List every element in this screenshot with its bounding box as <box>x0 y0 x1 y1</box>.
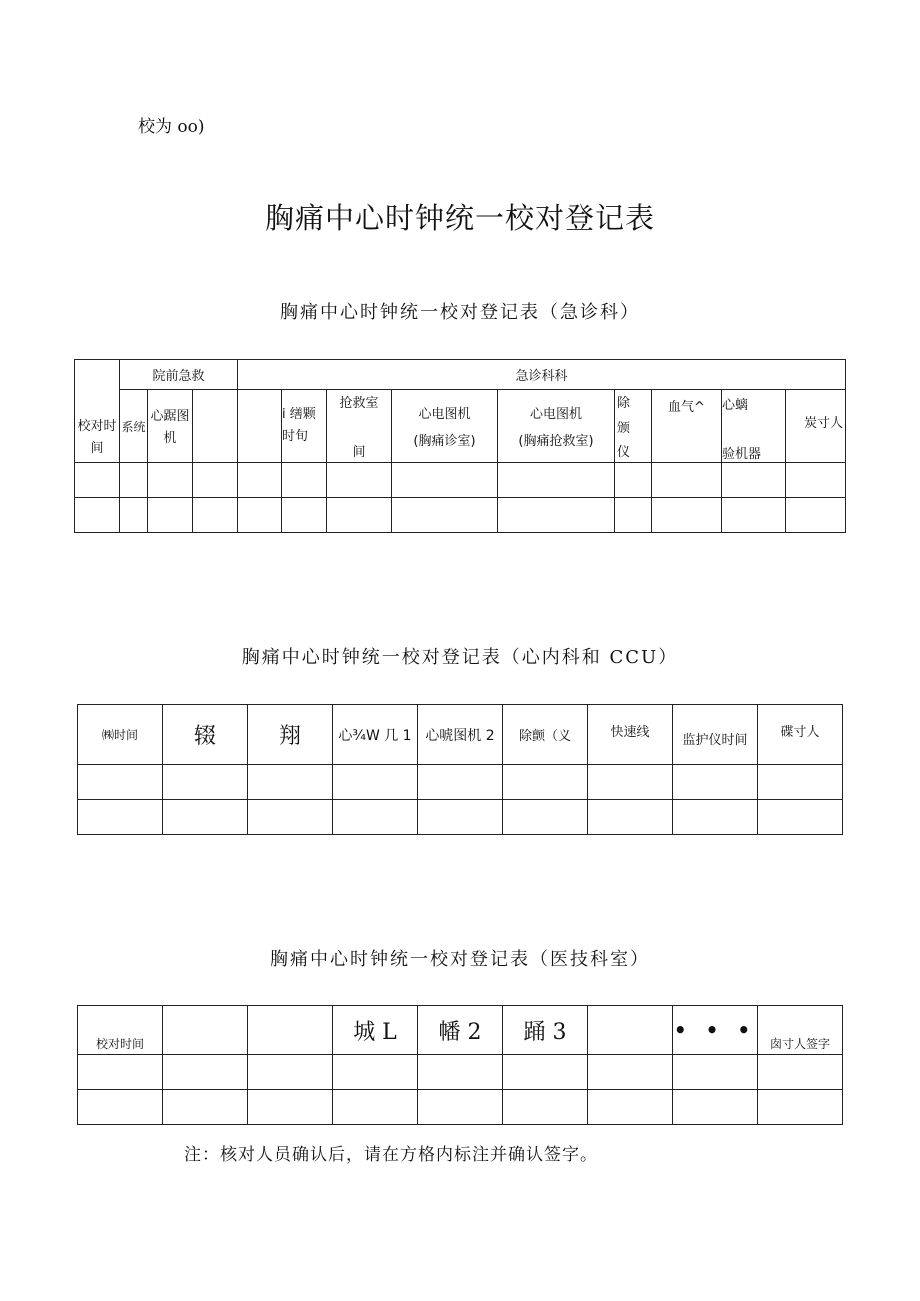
cell[interactable] <box>78 1090 163 1125</box>
header-blank-1 <box>193 390 238 463</box>
header-defibrillator: 除颤（义 <box>503 705 588 765</box>
cell[interactable] <box>722 498 786 533</box>
group-prehospital: 院前急救 <box>120 360 238 390</box>
cell[interactable] <box>163 765 248 800</box>
cell[interactable] <box>392 463 498 498</box>
cell[interactable] <box>333 1055 418 1090</box>
cell[interactable] <box>786 498 846 533</box>
header-col-1: 城 L <box>333 1006 418 1055</box>
page-title: 胸痛中心时钟统一校对登记表 <box>264 201 655 235</box>
cell[interactable] <box>78 765 163 800</box>
medtech-table <box>77 1005 843 1125</box>
header-checker-signature: 囱寸人签字 <box>758 1006 843 1055</box>
cell[interactable] <box>503 765 588 800</box>
header-defibrillator <box>615 390 652 463</box>
cell[interactable] <box>722 463 786 498</box>
cell[interactable] <box>588 765 673 800</box>
header-checker: 炭寸人 <box>786 390 846 463</box>
cell[interactable] <box>758 800 843 835</box>
cell[interactable] <box>588 800 673 835</box>
ecg-clinic-bottom: (胸痛诊室) <box>413 434 476 449</box>
header-col-3: 翔 <box>248 705 333 765</box>
cell[interactable] <box>163 800 248 835</box>
cell[interactable] <box>418 765 503 800</box>
emergency-table <box>74 359 846 533</box>
cell[interactable] <box>418 1055 503 1090</box>
cell[interactable] <box>78 1055 163 1090</box>
header-calibration-time: 校对时间 <box>75 360 120 463</box>
header-ecg-clinic <box>392 390 498 463</box>
cell[interactable] <box>418 1090 503 1125</box>
cell[interactable] <box>75 463 120 498</box>
defib-b: 颁 <box>617 420 631 436</box>
header-col-2: 辍 <box>163 705 248 765</box>
cell[interactable] <box>238 463 282 498</box>
cell[interactable] <box>333 800 418 835</box>
cell[interactable] <box>282 498 327 533</box>
header-ecg-1: 心¾W 几 1 <box>333 705 418 765</box>
header-monitor-time: 监护仪时间 <box>673 705 758 765</box>
lab-machine-top: 心螭 <box>722 398 749 413</box>
cell[interactable] <box>120 498 148 533</box>
cell[interactable] <box>163 1090 248 1125</box>
header-ecg-rescue <box>498 390 615 463</box>
header-lab-machine <box>722 390 786 463</box>
header-ecg-machine: 心踞图机 <box>148 390 193 463</box>
cell[interactable] <box>333 765 418 800</box>
cell[interactable] <box>498 498 615 533</box>
cell[interactable] <box>615 463 652 498</box>
cell[interactable] <box>248 1055 333 1090</box>
cell[interactable] <box>327 498 392 533</box>
cell[interactable] <box>652 463 722 498</box>
cell[interactable] <box>588 1055 673 1090</box>
rescue-room-bottom: 间 <box>352 445 366 460</box>
cell[interactable] <box>503 1090 588 1125</box>
header-ellipsis: • • • <box>673 1006 758 1055</box>
header-calibration-time: 校对时间 <box>78 1006 163 1055</box>
cell[interactable] <box>498 463 615 498</box>
cell[interactable] <box>588 1090 673 1125</box>
cell[interactable] <box>248 1090 333 1125</box>
header-calibration-time: ㈱时间 <box>78 705 163 765</box>
header-blank-2 <box>248 1006 333 1055</box>
cell[interactable] <box>75 498 120 533</box>
header-checker: 碟寸人 <box>758 705 843 765</box>
cell[interactable] <box>120 463 148 498</box>
cell[interactable] <box>673 765 758 800</box>
cell[interactable] <box>333 1090 418 1125</box>
header-col-3: 踊 3 <box>503 1006 588 1055</box>
cell[interactable] <box>248 765 333 800</box>
header-time-6: i 缮颗时旬 <box>282 390 327 463</box>
header-system: 系统 <box>120 390 148 463</box>
header-blank-2 <box>238 390 282 463</box>
cell[interactable] <box>248 800 333 835</box>
header-note: 校为 oo) <box>138 117 205 137</box>
defib-c: 仪 <box>617 445 631 460</box>
group-emergency: 急诊科科 <box>238 360 846 390</box>
cell[interactable] <box>673 1055 758 1090</box>
ecg-rescue-top: 心电图机 <box>529 407 582 422</box>
rescue-room-top: 抢救室 <box>339 396 379 411</box>
defib-a: 除 <box>617 396 631 411</box>
cell[interactable] <box>615 498 652 533</box>
cell[interactable] <box>758 1055 843 1090</box>
header-blank-3 <box>588 1006 673 1055</box>
header-blank-1 <box>163 1006 248 1055</box>
cell[interactable] <box>673 800 758 835</box>
cell[interactable] <box>503 800 588 835</box>
cell[interactable] <box>786 463 846 498</box>
cell[interactable] <box>758 1090 843 1125</box>
cell[interactable] <box>392 498 498 533</box>
cell[interactable] <box>758 765 843 800</box>
section1-title: 胸痛中心时钟统一校对登记表（急诊科） <box>280 302 640 323</box>
footnote: 注：核对人员确认后，请在方格内标注并确认签字。 <box>184 1145 598 1165</box>
cell[interactable] <box>327 463 392 498</box>
cell[interactable] <box>503 1055 588 1090</box>
header-blood-gas: 血气^ <box>652 390 722 463</box>
cell[interactable] <box>193 463 238 498</box>
header-ecg-2: 心唬图机 2 <box>418 705 503 765</box>
lab-machine-bottom: 验机器 <box>722 447 762 462</box>
cell[interactable] <box>418 800 503 835</box>
cell[interactable] <box>652 498 722 533</box>
header-col-2: 幡 2 <box>418 1006 503 1055</box>
header-rescue-room <box>327 390 392 463</box>
cell[interactable] <box>673 1090 758 1125</box>
cell[interactable] <box>163 1055 248 1090</box>
ecg-clinic-top: 心电图机 <box>418 407 471 422</box>
cell[interactable] <box>193 498 238 533</box>
section3-title: 胸痛中心时钟统一校对登记表（医技科室） <box>270 949 650 970</box>
cell[interactable] <box>78 800 163 835</box>
section2-title: 胸痛中心时钟统一校对登记表（心内科和 CCU） <box>241 647 679 668</box>
cell[interactable] <box>282 463 327 498</box>
ecg-rescue-bottom: (胸痛抢救室) <box>518 434 594 449</box>
header-fast-line: 快速线 <box>588 705 673 765</box>
cell[interactable] <box>148 498 193 533</box>
cell[interactable] <box>238 498 282 533</box>
cardiology-table <box>77 704 843 835</box>
cell[interactable] <box>148 463 193 498</box>
